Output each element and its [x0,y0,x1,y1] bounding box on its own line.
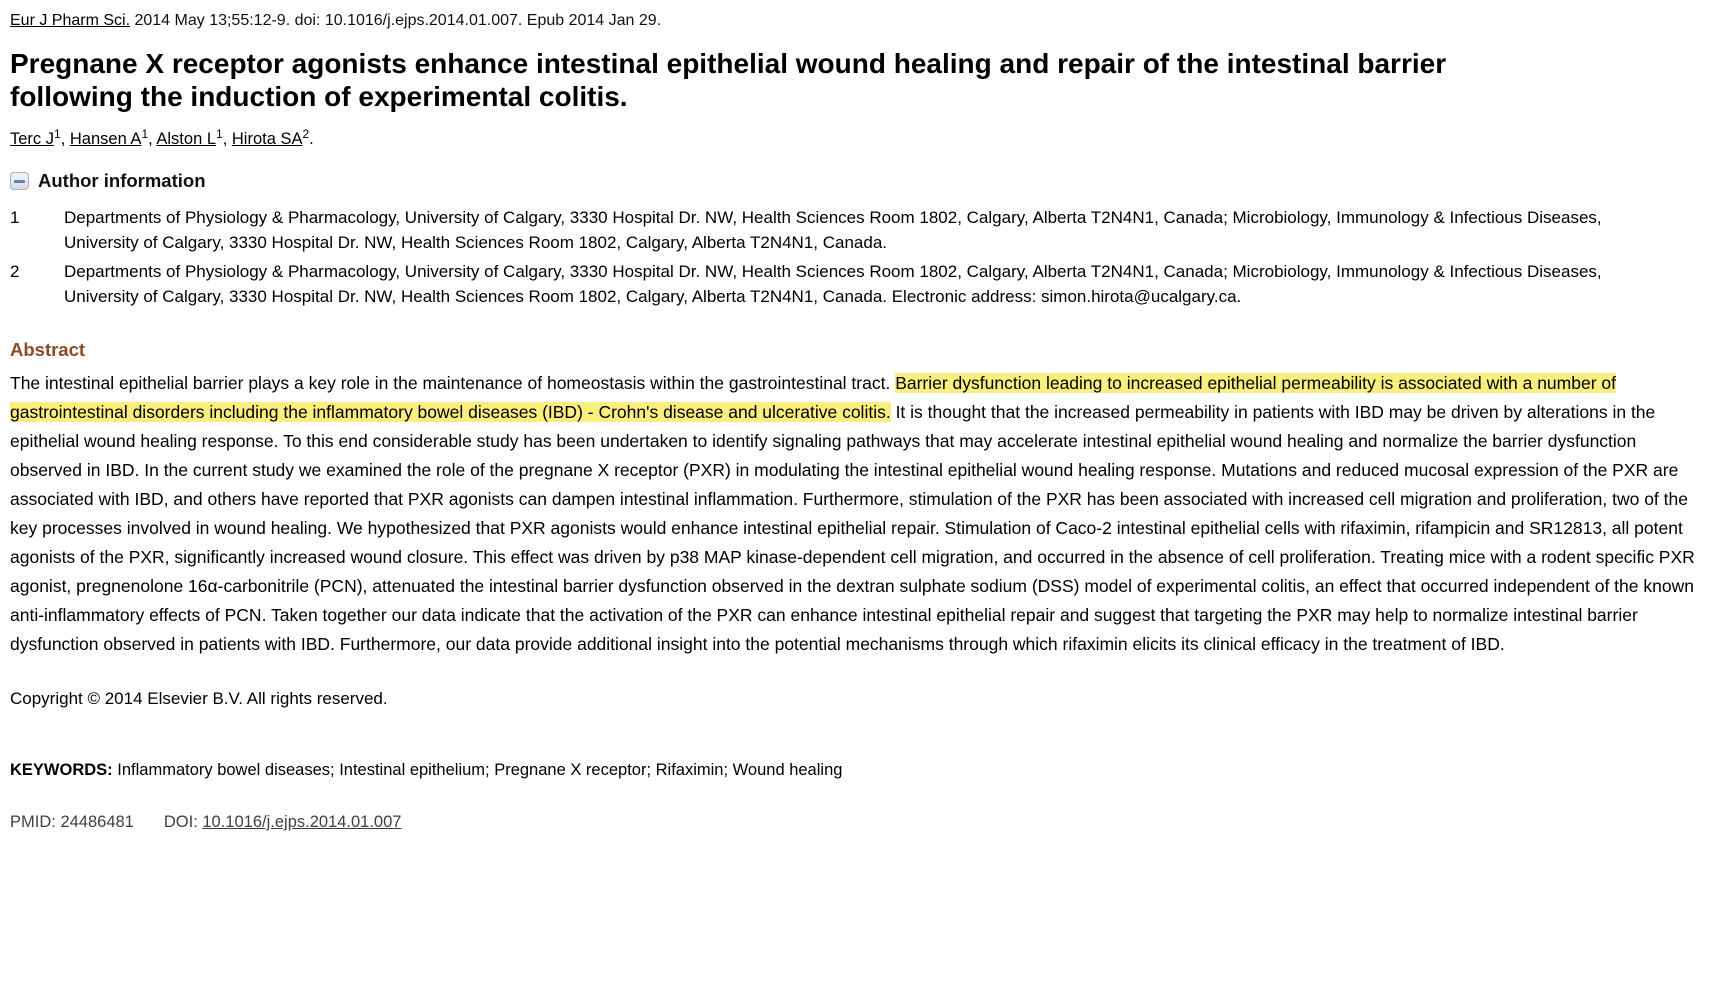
affiliation-number: 2 [10,262,20,281]
author-link[interactable]: Alston L [156,130,217,148]
affiliation-text: Departments of Physiology & Pharmacology, University of Calgary, 3330 Hospital Dr. NW, Health Sciences Room 1802, Calgary, Alberta T2N4N1, Canada; Microbiology, Immunology & Infectious Diseases, University of Calgary, 3330 Hospital Dr. NW, Health Sciences Room 1802, Calgary, Alberta T2N4N1, Canada. Electronic address: simon.hirota@ucalgary.ca. [64,262,1602,306]
journal-link[interactable]: Eur J Pharm Sci. [10,12,131,29]
affiliation-text: Departments of Physiology & Pharmacology, University of Calgary, 3330 Hospital Dr. NW, Health Sciences Room 1802, Calgary, Alberta T2N4N1, Canada; Microbiology, Immunology & Infectious Diseases, University of Calgary, 3330 Hospital Dr. NW, Health Sciences Room 1802, Calgary, Alberta T2N4N1, Canada. [64,208,1602,252]
author-information-header [10,170,1706,192]
keywords-label: KEYWORDS: [10,761,113,779]
pmid-value: 24486481 [60,813,134,831]
pmid-label: PMID: [10,813,56,831]
page-title: Pregnane X receptor agonists enhance intestinal epithelial wound healing and repair of the intestinal barrier following the induction of experimental colitis. [10,48,1447,112]
affiliation-item [10,205,1706,255]
author-link[interactable]: Hansen A [69,130,142,148]
author-affiliation-sup: 1 [54,127,61,141]
abstract-pre-text: The intestinal epithelial barrier plays a key role in the maintenance of homeostasis within the gastrointestinal tract. [10,373,896,393]
affiliation-list [10,205,1706,309]
author-affiliation-sup: 1 [141,127,149,141]
abstract-text [10,369,1706,659]
affiliation-item [10,259,1706,309]
doi-group [164,813,402,831]
abstract-highlighted-text: Barrier dysfunction leading to increased epithelial permeability is associated with a number of gastrointestinal disorders including the inflammatory bowel diseases (IBD) - Crohn's disease and ulcerative colitis. [10,373,1616,422]
author-separator: . [309,130,314,148]
author-separator: , [222,130,232,148]
author-separator: , [60,130,70,148]
author-information-title: Author information [38,170,206,191]
keywords-line [10,759,1706,781]
citation-line [10,10,1706,32]
doi-label: DOI: [163,813,198,831]
pmid-group [10,813,134,831]
abstract-post-text: It is thought that the increased permeability in patients with IBD may be driven by alterations in the epithelial wound healing response. To this end considerable study has been undertaken to identify signaling pathways that may accelerate intestinal epithelial wound healing and normalize the barrier dysfunction observed in IBD. In the current study we examined the role of the pregnane X receptor (PXR) in modulating the intestinal epithelial wound healing response. Mutations and reduced mucosal expression of the PXR are associated with IBD, and others have reported that PXR agonists can dampen intestinal inflammation. Furthermore, stimulation of the PXR has been associated with increased cell migration and proliferation, two of the key processes involved in wound healing. We hypothesized that PXR agonists would enhance intestinal epithelial repair. Stimulation of Caco-2 intestinal epithelial cells with rifaximin, rifampicin and SR12813, all potent agonists of the PXR, significantly increased wound closure. This effect was driven by p38 MAP kinase-dependent cell migration, and occurred in the absence of cell proliferation. Treating mice with a rodent specific PXR agonist, pregnenolone 16α-carbonitrile (PCN), attenuated the intestinal barrier dysfunction observed in the dextran sulphate sodium (DSS) model of experimental colitis, an effect that occurred independent of the known anti-inflammatory effects of PCN. Taken together our data indicate that the activation of the PXR can enhance intestinal epithelial repair and suggest that targeting the PXR may help to normalize intestinal barrier dysfunction observed in patients with IBD. Furthermore, our data provide additional insight into the potential mechanisms through which rifaximin elicits its clinical efficacy in the treatment of IBD. [10,402,1695,654]
minus-glyph [14,180,25,183]
collapse-minus-icon[interactable] [10,172,29,190]
identifier-line [10,811,1706,833]
author-list [10,128,1706,150]
author-link[interactable]: Terc J [10,130,55,148]
author-affiliation-sup: 2 [302,127,310,141]
abstract-heading: Abstract [10,339,86,360]
citation-rest: 2014 May 13;55:12-9. doi: 10.1016/j.ejps.2014.01.007. Epub 2014 Jan 29. [130,12,662,29]
doi-link[interactable]: 10.1016/j.ejps.2014.01.007 [202,813,402,831]
affiliation-number: 1 [10,208,20,227]
keywords-text: Inflammatory bowel diseases; Intestinal epithelium; Pregnane X receptor; Rifaximin; Wound healing [117,761,843,779]
author-link[interactable]: Hirota SA [231,130,303,148]
copyright-line: Copyright © 2014 Elsevier B.V. All rights reserved. [10,689,388,708]
author-separator: , [148,130,157,148]
author-affiliation-sup: 1 [216,127,223,141]
